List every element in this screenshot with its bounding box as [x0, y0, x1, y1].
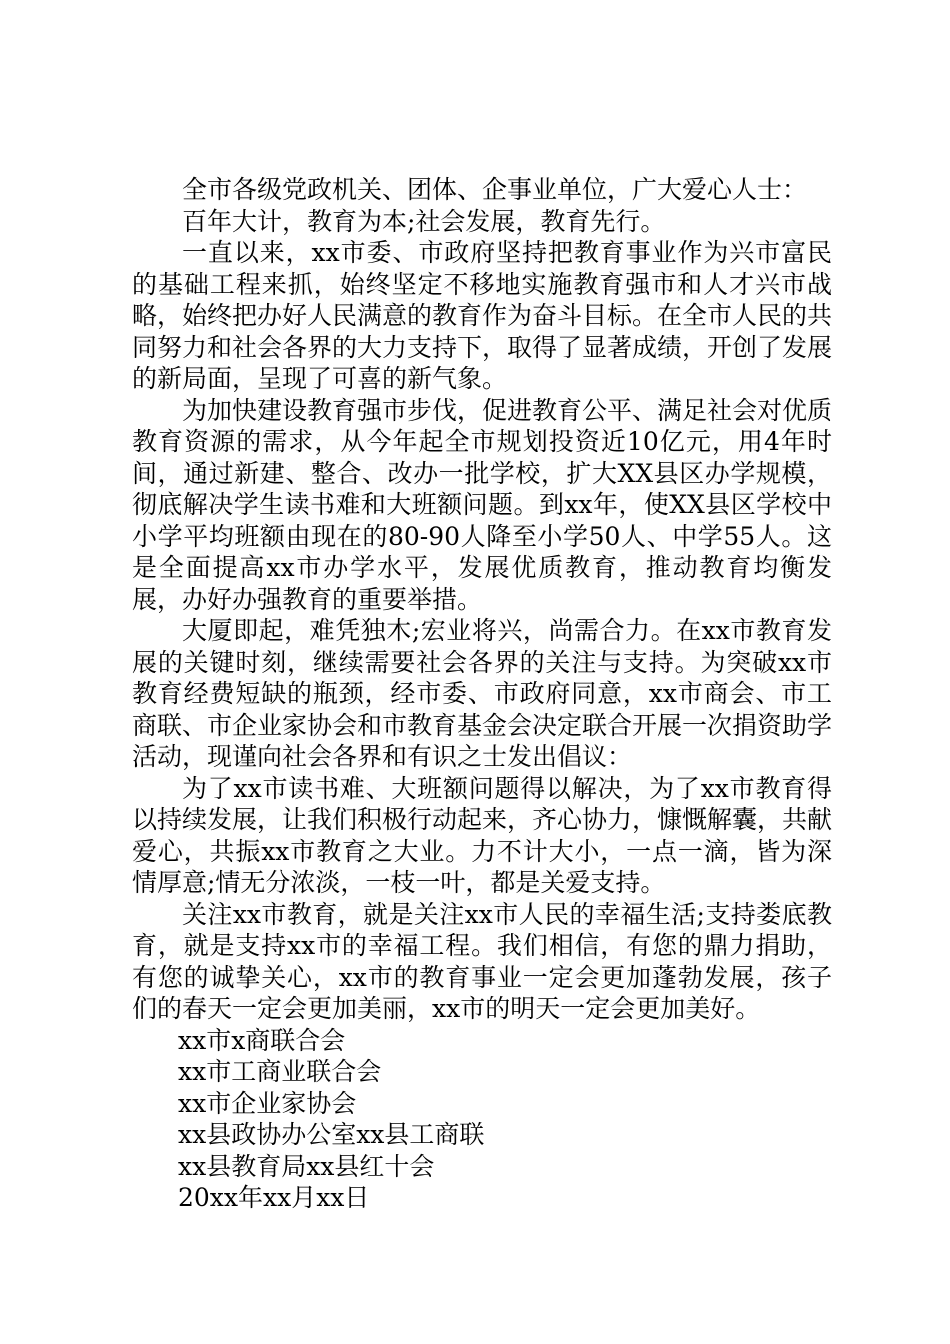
paragraph: 为了xx市读书难、大班额问题得以解决，为了xx市教育得以持续发展，让我们积极行动起来，齐心协力，慷慨解囊，共献爱心，共振xx市教育之大业。力不计大小，一点一滴，皆为深情厚意;情无分浓淡，一枝一叶，都是关爱支持。 — [132, 773, 833, 897]
salutation: 全市各级党政机关、团体、企事业单位，广大爱心人士： — [182, 175, 808, 204]
paragraph: 一直以来，xx市委、市政府坚持把教育事业作为兴市富民的基础工程来抓，始终坚定不移地实施教育强市和人才兴市战略，始终把办好人民满意的教育作为奋斗目标。在全市人民的共同努力和社会各界的大力支持下，取得了显著成绩，开创了发展的新局面，呈现了可喜的新气象。 — [132, 238, 833, 393]
signature-line: xx市x商联合会 — [178, 1025, 346, 1055]
signature-line: xx县教育局xx县红十会 — [178, 1151, 435, 1181]
document-page — [132, 174, 832, 1214]
paragraph: 关注xx市教育，就是关注xx市人民的幸福生活;支持娄底教育，就是支持xx市的幸福工程。我们相信，有您的鼎力捐助，有您的诚挚关心，xx市的教育事业一定会更加蓬勃发展，孩子们的春天一定会更加美丽，xx市的明天一定会更加美好。 — [132, 899, 832, 1023]
signature-line: xx县政协办公室xx县工商联 — [178, 1120, 485, 1149]
document-date: 20xx年xx月xx日 — [178, 1183, 370, 1212]
paragraph: 大厦即起，难凭独木;宏业将兴，尚需合力。在xx市教育发展的关键时刻，继续需要社会各界的关注与支持。为突破xx市教育经费短缺的瓶颈，经市委、市政府同意，xx市商会、市工商联、市企业家协会和市教育基金会决定联合开展一次捐资助学活动，现谨向社会各界和有识之士发出倡议： — [132, 616, 833, 771]
signature-line: xx市工商业联合会 — [178, 1057, 382, 1086]
signature-line: xx市企业家协会 — [178, 1088, 357, 1118]
paragraph: 为加快建设教育强市步伐，促进教育公平、满足社会对优质教育资源的需求，从今年起全市规划投资近10亿元，用4年时间，通过新建、整合、改办一批学校，扩大XX县区办学规模，彻底解决学生读书难和大班额问题。到xx年，使XX县区学校中小学平均班额由现在的80-90人降至小学50人、中学55人。这是全面提高xx市办学水平，发展优质教育，推动教育均衡发展，办好办强教育的重要举措。 — [132, 395, 833, 614]
paragraph: 百年大计，教育为本;社会发展，教育先行。 — [182, 206, 666, 236]
